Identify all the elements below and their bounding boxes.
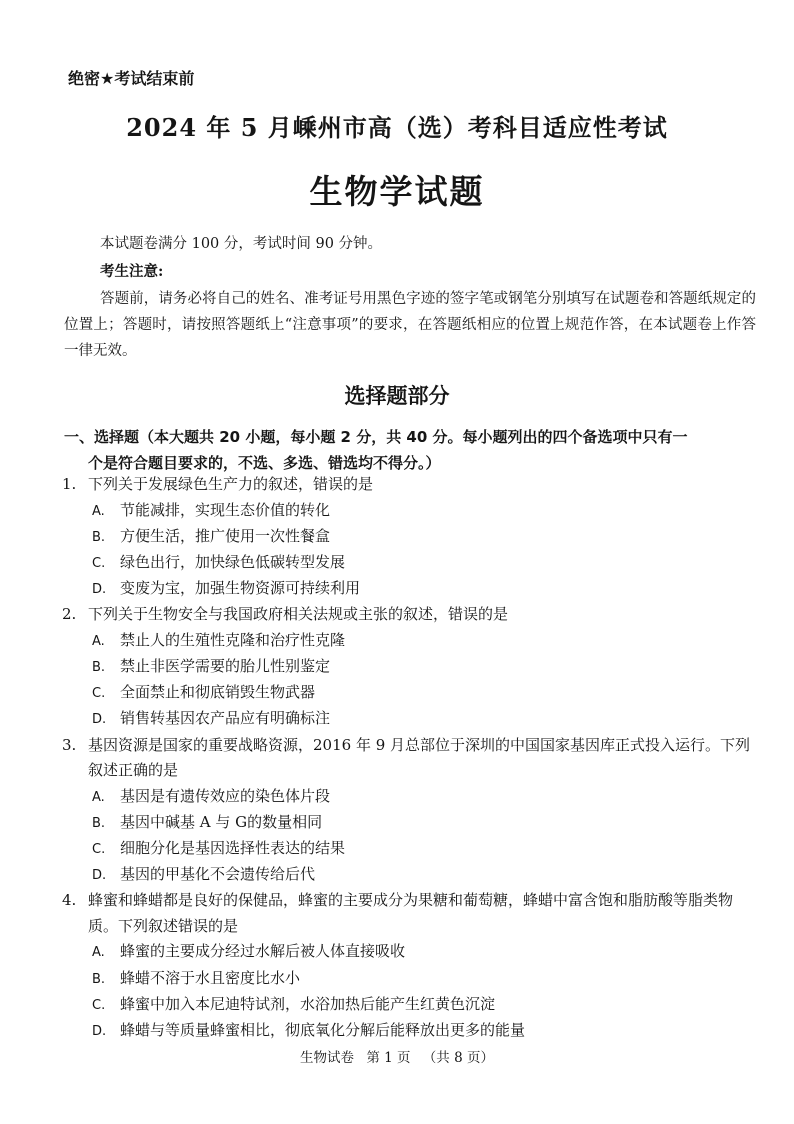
notice-body: 答题前，请务必将自己的姓名、准考证号用黑色字迹的签字笔或钢笔分别填写在试题卷和答题纸规定的位置上；答题时，请按照答题纸上“注意事项”的要求，在答题纸相应的位置上规范作答，在本试题卷上作答一律无效。 bbox=[64, 291, 756, 359]
answer-option bbox=[62, 862, 762, 888]
answer-option bbox=[62, 810, 762, 836]
question-stem bbox=[62, 888, 762, 939]
option-text: 基因中碱基 A 与 G的数量相同 bbox=[120, 812, 323, 831]
option-letter: B. bbox=[92, 660, 106, 676]
option-letter: A. bbox=[92, 633, 105, 649]
option-letter: D. bbox=[92, 712, 107, 728]
option-letter: B. bbox=[92, 529, 106, 545]
answer-option bbox=[62, 524, 762, 550]
question-number: 2. bbox=[62, 605, 77, 624]
option-letter: A. bbox=[92, 945, 105, 961]
answer-option bbox=[62, 1018, 762, 1044]
question-item bbox=[62, 602, 762, 732]
footer-subject: 生物试卷 bbox=[300, 1050, 355, 1066]
subject-title: 生物学试题 bbox=[309, 172, 485, 211]
page-footer bbox=[0, 1046, 794, 1066]
section-instruction bbox=[64, 424, 760, 476]
option-letter: B. bbox=[92, 971, 106, 987]
answer-option bbox=[62, 550, 762, 576]
answer-option bbox=[62, 576, 762, 602]
footer-page: 第 1 页 bbox=[366, 1050, 411, 1066]
option-letter: A. bbox=[92, 503, 105, 519]
instruction-line-1: 一、选择题（本大题共 20 小题，每小题 2 分，共 40 分。每小题列出的四个备选项中只有一 bbox=[64, 428, 688, 446]
question-stem bbox=[62, 602, 762, 628]
option-letter: D. bbox=[92, 868, 107, 884]
option-letter: A. bbox=[92, 789, 105, 805]
option-letter: C. bbox=[92, 842, 106, 858]
option-letter: B. bbox=[92, 815, 106, 831]
footer-total: （共 8 页） bbox=[422, 1050, 494, 1066]
exam-info-line: 本试题卷满分 100 分，考试时间 90 分钟。 bbox=[100, 236, 383, 252]
question-text: 基因资源是国家的重要战略资源，2016 年 9 月总部位于深圳的中国国家基因库正式投入运行。下列叙述正确的是 bbox=[88, 735, 751, 780]
answer-option bbox=[62, 939, 762, 965]
answer-option bbox=[62, 498, 762, 524]
option-text: 蜂蜡与等质量蜂蜜相比，彻底氧化分解后能释放出更多的能量 bbox=[120, 1021, 526, 1040]
question-item bbox=[62, 733, 762, 889]
answer-option bbox=[62, 680, 762, 706]
option-text: 变废为宝，加强生物资源可持续利用 bbox=[120, 579, 361, 598]
option-letter: C. bbox=[92, 555, 106, 571]
question-text: 下列关于生物安全与我国政府相关法规或主张的叙述，错误的是 bbox=[88, 605, 509, 624]
question-text: 下列关于发展绿色生产力的叙述，错误的是 bbox=[88, 475, 374, 493]
answer-option bbox=[62, 628, 762, 654]
option-text: 基因的甲基化不会遗传给后代 bbox=[120, 865, 316, 884]
answer-option bbox=[62, 784, 762, 810]
option-text: 禁止非医学需要的胎儿性别鉴定 bbox=[120, 657, 331, 676]
option-text: 蜂蜡不溶于水且密度比水小 bbox=[120, 968, 301, 987]
option-text: 全面禁止和彻底销毁生物武器 bbox=[120, 683, 316, 702]
answer-option bbox=[62, 966, 762, 992]
question-stem bbox=[62, 733, 762, 784]
question-text: 蜂蜜和蜂蜡都是良好的保健品，蜂蜜的主要成分为果糖和葡萄糖，蜂蜡中富含饱和脂肪酸等脂类物质。下列叙述错误的是 bbox=[88, 891, 734, 935]
section-title: 选择题部分 bbox=[344, 384, 450, 408]
option-letter: C. bbox=[92, 997, 106, 1013]
option-text: 蜂蜜的主要成分经过水解后被人体直接吸收 bbox=[120, 942, 406, 961]
option-text: 禁止人的生殖性克隆和治疗性克隆 bbox=[120, 630, 346, 649]
question-stem bbox=[62, 472, 762, 498]
question-number: 1. bbox=[62, 475, 77, 493]
question-item bbox=[62, 888, 762, 1044]
exam-title: 2024 年 5 月嵊州市高（选）考科目适应性考试 bbox=[126, 113, 668, 142]
answer-option bbox=[62, 836, 762, 862]
option-letter: C. bbox=[92, 686, 106, 702]
answer-option bbox=[62, 654, 762, 680]
instruction-line-2: 个是符合题目要求的，不选、多选、错选均不得分。） bbox=[88, 454, 441, 472]
option-text: 销售转基因农产品应有明确标注 bbox=[120, 709, 331, 728]
notice-title: 考生注意: bbox=[100, 263, 164, 280]
option-text: 绿色出行，加快绿色低碳转型发展 bbox=[120, 552, 346, 571]
option-letter: D. bbox=[92, 582, 107, 598]
option-text: 节能减排，实现生态价值的转化 bbox=[120, 500, 331, 519]
answer-option bbox=[62, 706, 762, 732]
answer-option bbox=[62, 992, 762, 1018]
question-item bbox=[62, 472, 762, 602]
question-list bbox=[62, 472, 762, 1044]
option-letter: D. bbox=[92, 1024, 107, 1040]
option-text: 蜂蜜中加入本尼迪特试剂，水浴加热后能产生红黄色沉淀 bbox=[120, 994, 496, 1013]
secret-mark: 绝密★考试结束前 bbox=[68, 69, 195, 88]
option-text: 方便生活，推广使用一次性餐盒 bbox=[120, 526, 331, 545]
option-text: 基因是有遗传效应的染色体片段 bbox=[120, 786, 331, 805]
question-number: 4. bbox=[62, 891, 77, 910]
option-text: 细胞分化是基因选择性表达的结果 bbox=[120, 839, 346, 858]
question-number: 3. bbox=[62, 735, 77, 754]
